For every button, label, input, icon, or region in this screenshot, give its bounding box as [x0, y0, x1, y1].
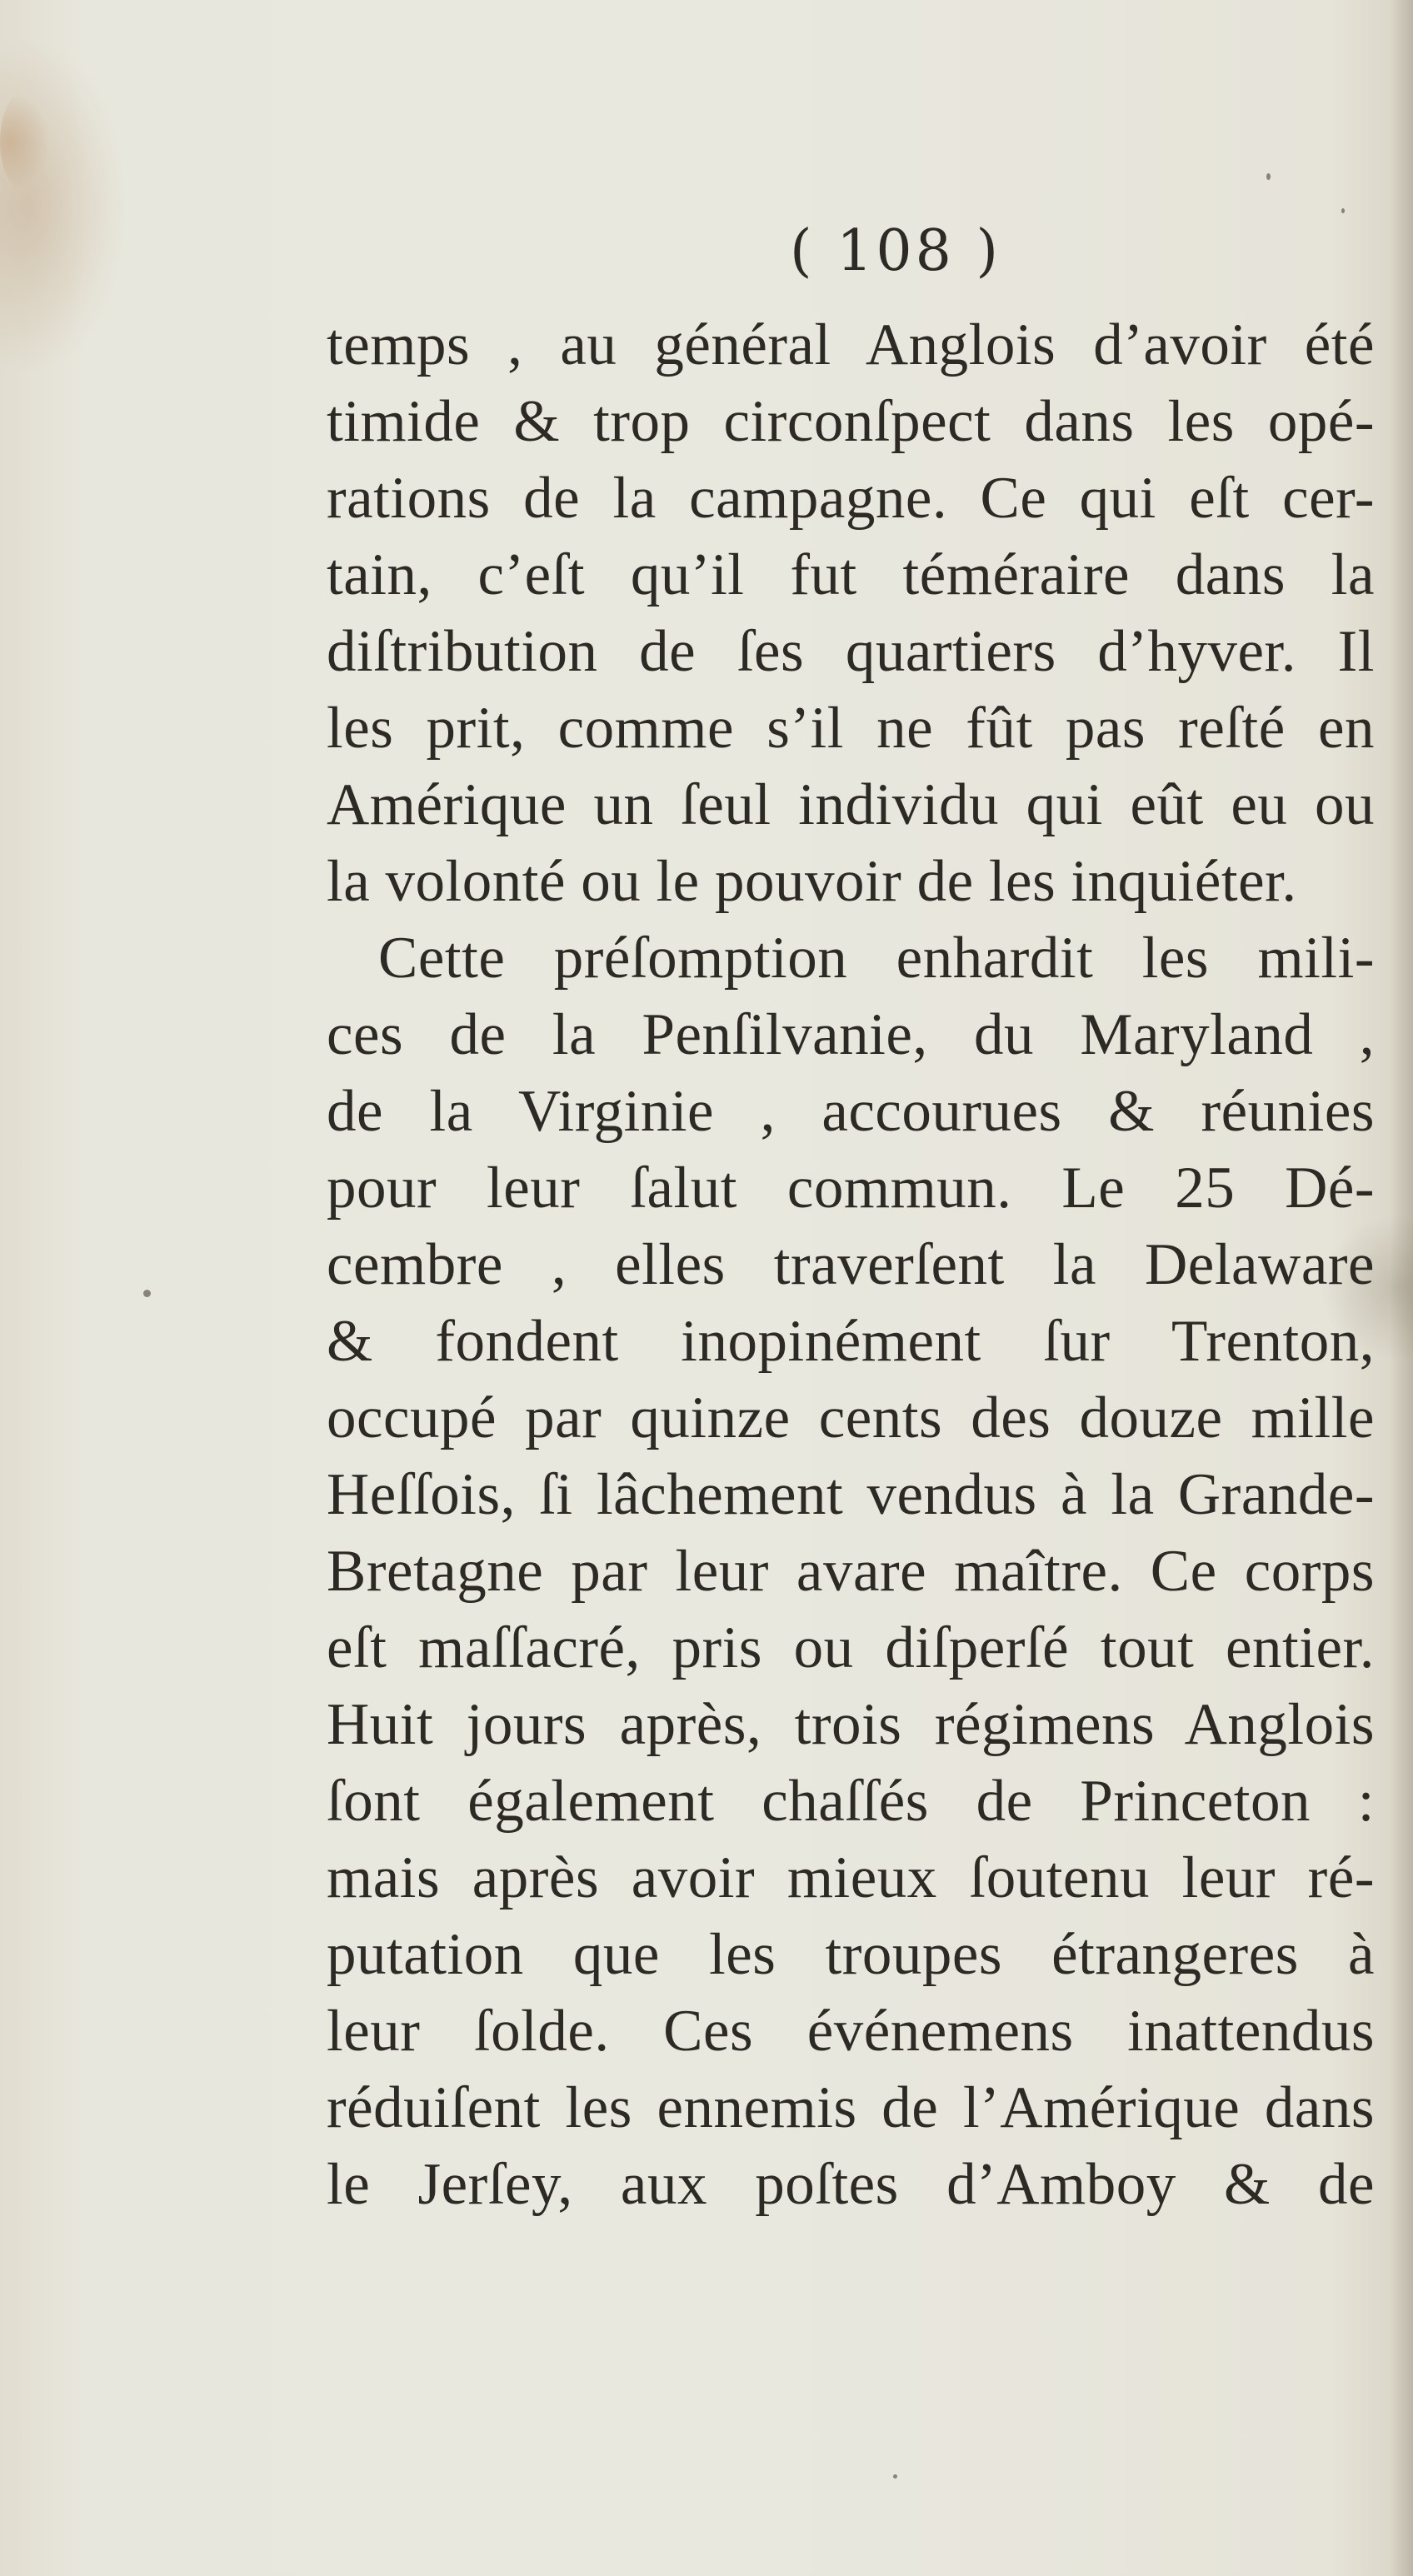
page-number: ( 108 ) [789, 218, 1002, 284]
text-line: tain, c’eſt qu’il fut téméraire dans la [327, 542, 1375, 607]
text-line: putation que les troupes étrangeres à [327, 1922, 1375, 1987]
ink-speck [893, 2474, 897, 2479]
ink-speck [143, 1290, 151, 1297]
text-line: Bretagne par leur avare maître. Ce corps [327, 1539, 1375, 1604]
text-line: Heſſois, ſi lâchement vendus à la Grande- [327, 1462, 1375, 1527]
text-line: mais après avoir mieux ſoutenu leur ré- [327, 1845, 1375, 1910]
text-line: ces de la Penſilvanie, du Maryland , [327, 1002, 1375, 1067]
page-edge-shadow [1390, 0, 1413, 2576]
text-line: cembre , elles traverſent la Delaware [327, 1232, 1375, 1297]
text-line: Huit jours après, trois régimens Anglois [327, 1692, 1375, 1757]
text-line: rations de la campagne. Ce qui eſt cer- [327, 466, 1375, 531]
ink-speck [1266, 173, 1271, 180]
text-line: ſont également chaſſés de Princeton : [327, 1769, 1375, 1834]
text-line: de la Virginie , accourues & réunies [327, 1079, 1375, 1144]
text-line: & fondent inopinément ſur Trenton, [327, 1309, 1375, 1374]
text-line: temps , au général Anglois d’avoir été [327, 312, 1375, 377]
text-line: pour leur ſalut commun. Le 25 Dé- [327, 1156, 1375, 1221]
paper-stain [0, 92, 50, 192]
text-line: les prit, comme s’il ne fût pas reſté en [327, 696, 1375, 761]
text-line: Amérique un ſeul individu qui eût eu ou [327, 772, 1375, 837]
text-line: timide & trop circonſpect dans les opé- [327, 389, 1375, 454]
text-line: occupé par quinze cents des douze mille [327, 1385, 1375, 1450]
text-line: eſt maſſacré, pris ou diſperſé tout entier. [327, 1615, 1375, 1680]
text-line: réduiſent les ennemis de l’Amérique dans [327, 2075, 1375, 2140]
text-line: Cette préſomption enhardit les mili- [378, 926, 1375, 991]
text-line: la volonté ou le pouvoir de les inquiéter. [327, 849, 1297, 914]
text-line: le Jerſey, aux poſtes d’Amboy & de [327, 2152, 1375, 2217]
text-line: diſtribution de ſes quartiers d’hyver. Il [327, 619, 1375, 684]
ink-speck [1341, 208, 1345, 213]
body-text [327, 307, 1375, 2223]
text-line: leur ſolde. Ces événemens inattendus [327, 1999, 1375, 2064]
